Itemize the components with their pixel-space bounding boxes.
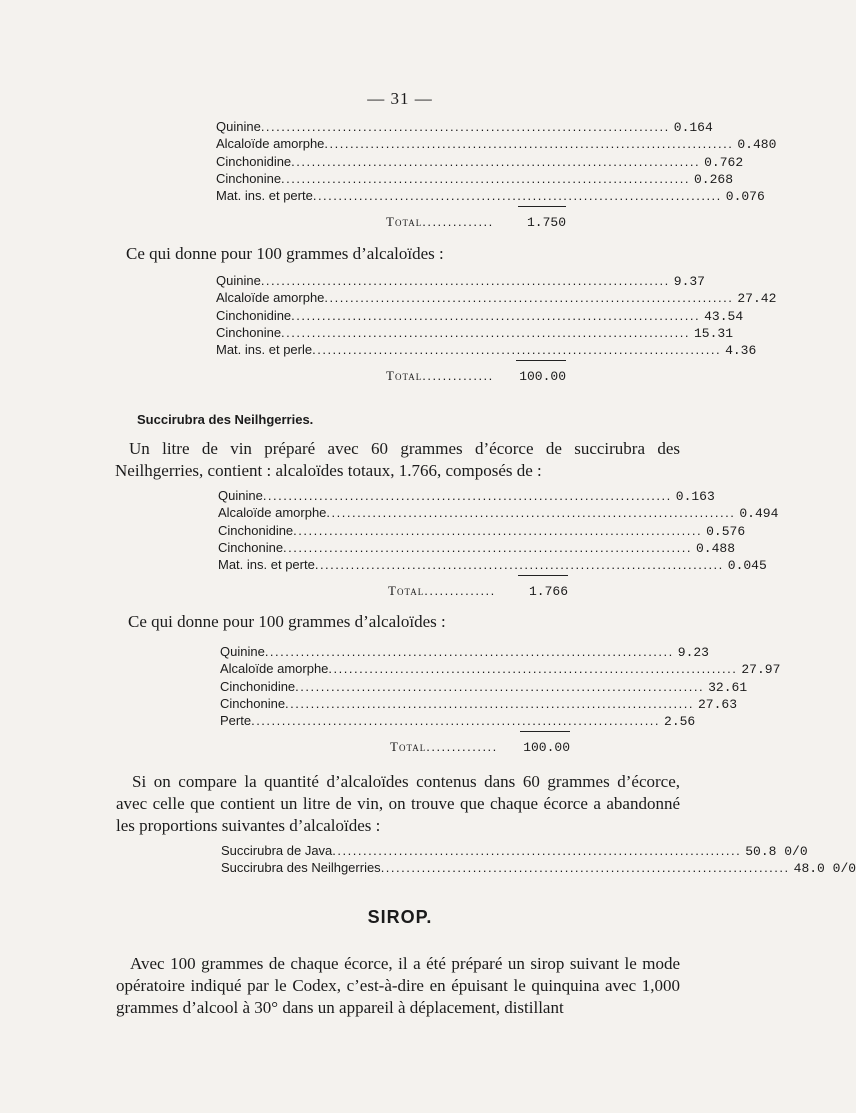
row-label: Succirubra de Java: [221, 843, 333, 858]
table-rows: [216, 118, 777, 205]
row-value: 9.37: [673, 274, 705, 289]
table-rows: [220, 643, 781, 730]
total-label: Total: [386, 214, 423, 230]
table-row: Mat. ins. et perle................................................................................ 4.36: [216, 342, 757, 359]
table-row: Alcaloïde amorphe................................................................................ 27.97: [220, 661, 781, 678]
table-rows: [218, 487, 779, 574]
row-value: 27.42: [737, 291, 777, 307]
row-label: Quinine: [220, 644, 265, 659]
paragraph-neilhgerries-wine: Un litre de vin préparé avec 60 grammes d’écorce de succirubra des Neilhgerries, contient : alcaloïdes totaux, 1.766, composés de :: [115, 439, 680, 480]
table-row: Cinchonine................................................................................ 27.63: [220, 695, 738, 712]
row-label: Quinine: [216, 119, 261, 134]
row-value: 0.576: [706, 523, 746, 539]
proportions-table: [221, 842, 856, 877]
row-label: Cinchonine: [216, 170, 282, 186]
table-row: Quinine................................................................................ 9.37: [216, 273, 705, 289]
paragraph-sirop: Avec 100 grammes de chaque écorce, il a été préparé un sirop suivant le mode opératoire indiqué par le Codex, c’est-à-dire en épuisant le quinquina avec 1,000 grammes d’alcool à 30° dans un appareil à déplacement, distillant: [116, 954, 680, 1017]
section-title-sirop: SIROP.: [367, 907, 433, 927]
table-row: Cinchonidine................................................................................ 0.762: [216, 153, 744, 170]
row-label: Cinchonine: [218, 539, 284, 555]
row-label: Cinchonine: [216, 324, 282, 340]
total-row: Total.............. 1.750: [386, 214, 566, 231]
row-value: 48.0 0/0: [793, 861, 856, 877]
row-value: 32.61: [708, 679, 748, 695]
table-rows: [221, 842, 856, 877]
row-label: Alcaloïde amorphe: [220, 661, 329, 677]
table-row: Mat. ins. et perte................................................................................ 0.045: [218, 557, 767, 574]
row-value: 43.54: [704, 308, 744, 324]
table-row: Alcaloïde amorphe................................................................................ 0.480: [216, 136, 777, 153]
intro-percentages-1: Ce qui donne pour 100 grammes d’alcaloïdes :: [126, 244, 444, 263]
table-row: Cinchonine................................................................................ 0.488: [218, 539, 736, 556]
row-label: Cinchonidine: [220, 678, 296, 694]
row-label: Cinchonidine: [218, 522, 294, 538]
row-label: Alcaloïde amorphe: [218, 505, 327, 521]
row-value: 27.63: [698, 696, 738, 712]
row-value: 0.488: [696, 540, 736, 556]
total-label: Total: [386, 368, 423, 384]
row-label: Cinchonidine: [216, 153, 292, 169]
total-value: 100.00: [523, 740, 570, 756]
total-row: Total.............. 1.766: [388, 583, 568, 600]
alkaloid-percentage-table-neilhgerries: [220, 643, 781, 756]
row-value: 15.31: [694, 325, 734, 341]
total-value: 100.00: [519, 369, 566, 385]
row-label: Quinine: [216, 273, 261, 288]
intro-percentages-2: Ce qui donne pour 100 grammes d’alcaloïdes :: [128, 612, 446, 631]
table-row: Succirubra des Neilhgerries................................................................................ 48.0 0/0: [221, 860, 856, 877]
row-label: Mat. ins. et perte: [218, 557, 315, 573]
row-label: Alcaloïde amorphe: [216, 136, 325, 152]
table-row: Cinchonidine................................................................................ 43.54: [216, 307, 744, 324]
table-row: Cinchonidine................................................................................ 32.61: [220, 678, 748, 695]
row-value: 0.045: [727, 558, 767, 574]
row-label: Mat. ins. et perte: [216, 188, 313, 204]
table-row: Cinchonidine................................................................................ 0.576: [218, 522, 746, 539]
table-row: Alcaloïde amorphe................................................................................ 27.42: [216, 290, 777, 307]
table-row: Succirubra de Java................................................................................ 50.8 0/0: [221, 843, 808, 859]
row-label: Perte: [220, 713, 252, 729]
total-value: 1.766: [528, 584, 568, 600]
total-value: 1.750: [526, 215, 566, 231]
table-row: Quinine................................................................................ 0.164: [216, 119, 713, 135]
table-row: Alcaloïde amorphe................................................................................ 0.494: [218, 505, 779, 522]
table-row: Cinchonine................................................................................ 0.268: [216, 170, 734, 187]
total-row: Total.............. 100.00: [390, 739, 570, 756]
row-value: 0.480: [737, 137, 777, 153]
section-heading-neilhgerries: Succirubra des Neilhgerries.: [137, 412, 314, 427]
alkaloid-percentage-table-java: [216, 272, 777, 385]
table-rows: [216, 272, 777, 359]
table-row: Perte................................................................................ 2.56: [220, 713, 696, 730]
row-label: Cinchonine: [220, 695, 286, 711]
row-value: 0.762: [704, 154, 744, 170]
row-value: 0.268: [694, 171, 734, 187]
total-label: Total: [390, 739, 427, 755]
row-value: 4.36: [725, 343, 757, 359]
row-label: Cinchonidine: [216, 307, 292, 323]
table-row: Mat. ins. et perte................................................................................ 0.076: [216, 188, 765, 205]
table-row: Cinchonine................................................................................ 15.31: [216, 324, 734, 341]
alkaloid-table-java-wine: [216, 118, 777, 231]
table-row: Quinine................................................................................ 9.23: [220, 644, 709, 660]
row-value: 27.97: [741, 662, 781, 678]
row-value: 9.23: [677, 645, 709, 660]
row-value: 0.163: [675, 489, 715, 504]
table-row: Quinine................................................................................ 0.163: [218, 488, 715, 504]
alkaloid-table-neilhgerries-wine: [218, 487, 779, 600]
row-value: 0.494: [739, 506, 779, 522]
row-value: 2.56: [664, 714, 696, 730]
total-row: Total.............. 100.00: [386, 368, 566, 385]
row-value: 0.076: [725, 189, 765, 205]
row-label: Alcaloïde amorphe: [216, 290, 325, 306]
row-label: Succirubra des Neilhgerries: [221, 860, 381, 876]
total-label: Total: [388, 583, 425, 599]
row-label: Quinine: [218, 488, 263, 503]
paragraph-comparison: Si on compare la quantité d’alcaloïdes contenus dans 60 grammes d’écorce, avec celle que contient un litre de vin, on trouve que chaque écorce a abandonné les proportions suivantes d’alcaloïdes :: [116, 772, 680, 835]
page-number: — 31 —: [367, 89, 433, 108]
row-label: Mat. ins. et perle: [216, 342, 313, 358]
row-value: 0.164: [673, 120, 713, 135]
row-value: 50.8 0/0: [745, 844, 808, 859]
